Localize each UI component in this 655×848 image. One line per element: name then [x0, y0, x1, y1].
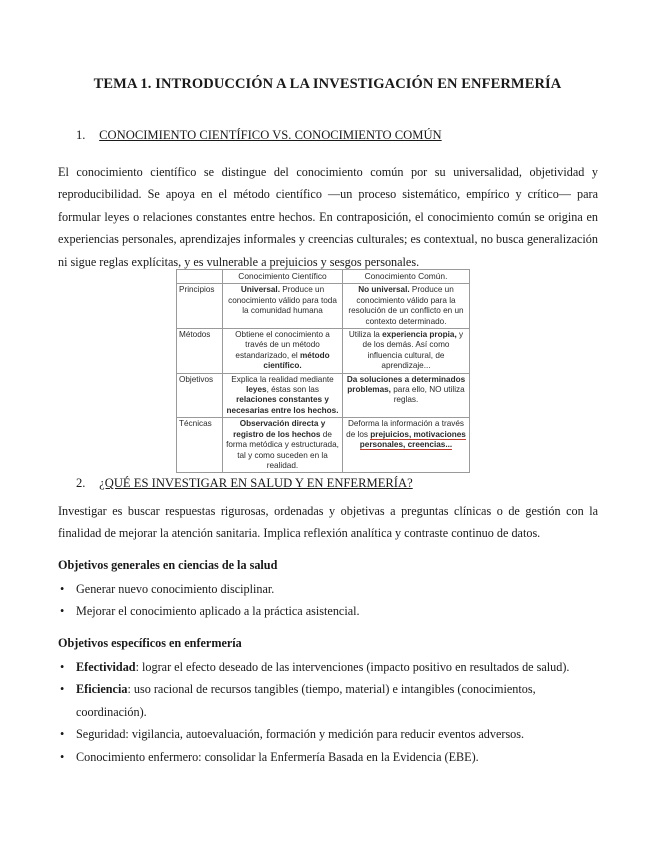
specific-objectives-list — [58, 656, 603, 768]
table-row — [177, 329, 470, 374]
cell-scientific — [223, 329, 343, 374]
general-objectives-list — [58, 578, 603, 623]
section-2-number: 2. — [76, 476, 86, 490]
section-1-title: CONOCIMIENTO CIENTÍFICO VS. CONOCIMIENTO COMÚN — [99, 128, 442, 142]
cell-bold-text: Observación directa y registro de los hechos — [233, 419, 326, 439]
cell-common — [343, 284, 470, 329]
cell-bold-text: método científico. — [263, 350, 330, 371]
cell-common — [343, 373, 470, 418]
list-item — [58, 678, 603, 723]
table-header-scientific: Conocimiento Científico — [223, 270, 343, 284]
table-row — [177, 418, 470, 473]
cell-text: Produce un conocimiento válido para la resolución de un conflicto en un contexto determinado. — [348, 285, 464, 326]
cell-bold-text: experiencia propia, — [382, 330, 457, 340]
list-item: • Mejorar el conocimiento aplicado a la práctica asistencial. — [58, 600, 603, 622]
cell-bold-text: leyes — [246, 385, 267, 395]
list-item — [58, 746, 603, 768]
cell-text: Utiliza la — [348, 330, 383, 340]
page-title: TEMA 1. INTRODUCCIÓN A LA INVESTIGACIÓN EN ENFERMERÍA — [93, 76, 562, 92]
list-item: • Generar nuevo conocimiento disciplinar. — [58, 578, 603, 600]
table-header-empty — [177, 270, 223, 284]
item-text: : lograr el efecto deseado de las intervenciones (impacto positivo en resultados de salud). — [135, 660, 570, 674]
table-header-row — [177, 270, 470, 284]
item-bold-term: Eficiencia — [76, 682, 128, 697]
cell-text: Obtiene el conocimiento a través de un método estandarizado, el — [235, 330, 330, 360]
table-row — [177, 373, 470, 418]
table-row — [177, 284, 470, 329]
item-text: Conocimiento enfermero: consolidar la Enfermería Basada en la Evidencia (EBE). — [76, 749, 479, 764]
cell-scientific — [223, 284, 343, 329]
cell-common — [343, 329, 470, 374]
table-header-common: Conocimiento Común. — [343, 270, 470, 284]
cell-scientific — [223, 418, 343, 473]
section-1-heading — [76, 128, 442, 143]
row-label-objetivos: Objetivos — [177, 373, 223, 418]
cell-text: de forma metódica y estructurada, tal y como suceden en la realidad. — [226, 429, 339, 470]
row-label-metodos: Métodos — [177, 329, 223, 374]
section-2-title: ¿QUÉ ES INVESTIGAR EN SALUD Y EN ENFERMERÍA? — [99, 476, 413, 490]
cell-text: Produce un conocimiento válido para toda la comunidad humana — [228, 285, 337, 316]
section-2-heading — [76, 476, 413, 491]
section-2-paragraph: Investigar es buscar respuestas rigurosas, ordenadas y objetivas a preguntas clínicas o de gestión con la finalidad de mejorar la atención sanitaria. Implica reflexión analítica y contraste continuo de datos. — [58, 504, 598, 541]
section-1-paragraph: El conocimiento científico se distingue del conocimiento común por su universalidad, objetividad y reproducibilidad. Se apoya en el método científico —un proceso sistemático, empírico y crítico— para formular leyes o relaciones constantes entre hechos. En contraposición, el conocimiento común se origina en experiencias personales, aprendizajes informales y creencias culturales; es contextual, no busca generalización ni sigue reglas explícitas, y es vulnerable a prejuicios y sesgos personales. — [58, 165, 598, 269]
cell-bold-text: Universal. — [240, 285, 280, 295]
row-label-principios: Principios — [177, 284, 223, 329]
cell-bold-text: No universal. — [358, 285, 410, 295]
specific-objectives-heading: Objetivos específicos en enfermería — [58, 636, 242, 650]
section-1-number: 1. — [76, 128, 86, 142]
cell-scientific — [223, 373, 343, 418]
item-text: : uso racional de recursos tangibles (tiempo, material) e intangibles (conocimientos, coordinación). — [76, 682, 536, 719]
cell-text: y de los demás. Así como influencia cultural, de aprendizaje... — [362, 330, 464, 371]
comparison-table — [176, 269, 470, 473]
cell-bold-text: relaciones constantes y necesarias entre los hechos. — [226, 395, 339, 415]
cell-bold-text: Da soluciones a determinados problemas, — [346, 374, 466, 395]
list-item — [58, 656, 603, 678]
row-label-tecnicas: Técnicas — [177, 418, 223, 473]
cell-text: , éstas son las — [266, 385, 319, 395]
item-bold-term: Efectividad — [76, 660, 136, 674]
general-objectives-heading: Objetivos generales en ciencias de la salud — [58, 558, 278, 572]
cell-bold-text: prejuicios, motivaciones personales, creencias... — [359, 429, 466, 450]
cell-text: para ello, NO utiliza reglas. — [390, 385, 465, 405]
list-item — [58, 723, 603, 745]
item-text: Seguridad: vigilancia, autoevaluación, formación y medición para reducir eventos adversos. — [76, 727, 525, 742]
cell-common — [343, 418, 470, 473]
cell-text: Deforma la información a través de los — [346, 419, 465, 439]
cell-text: Explica la realidad mediante — [231, 374, 334, 384]
